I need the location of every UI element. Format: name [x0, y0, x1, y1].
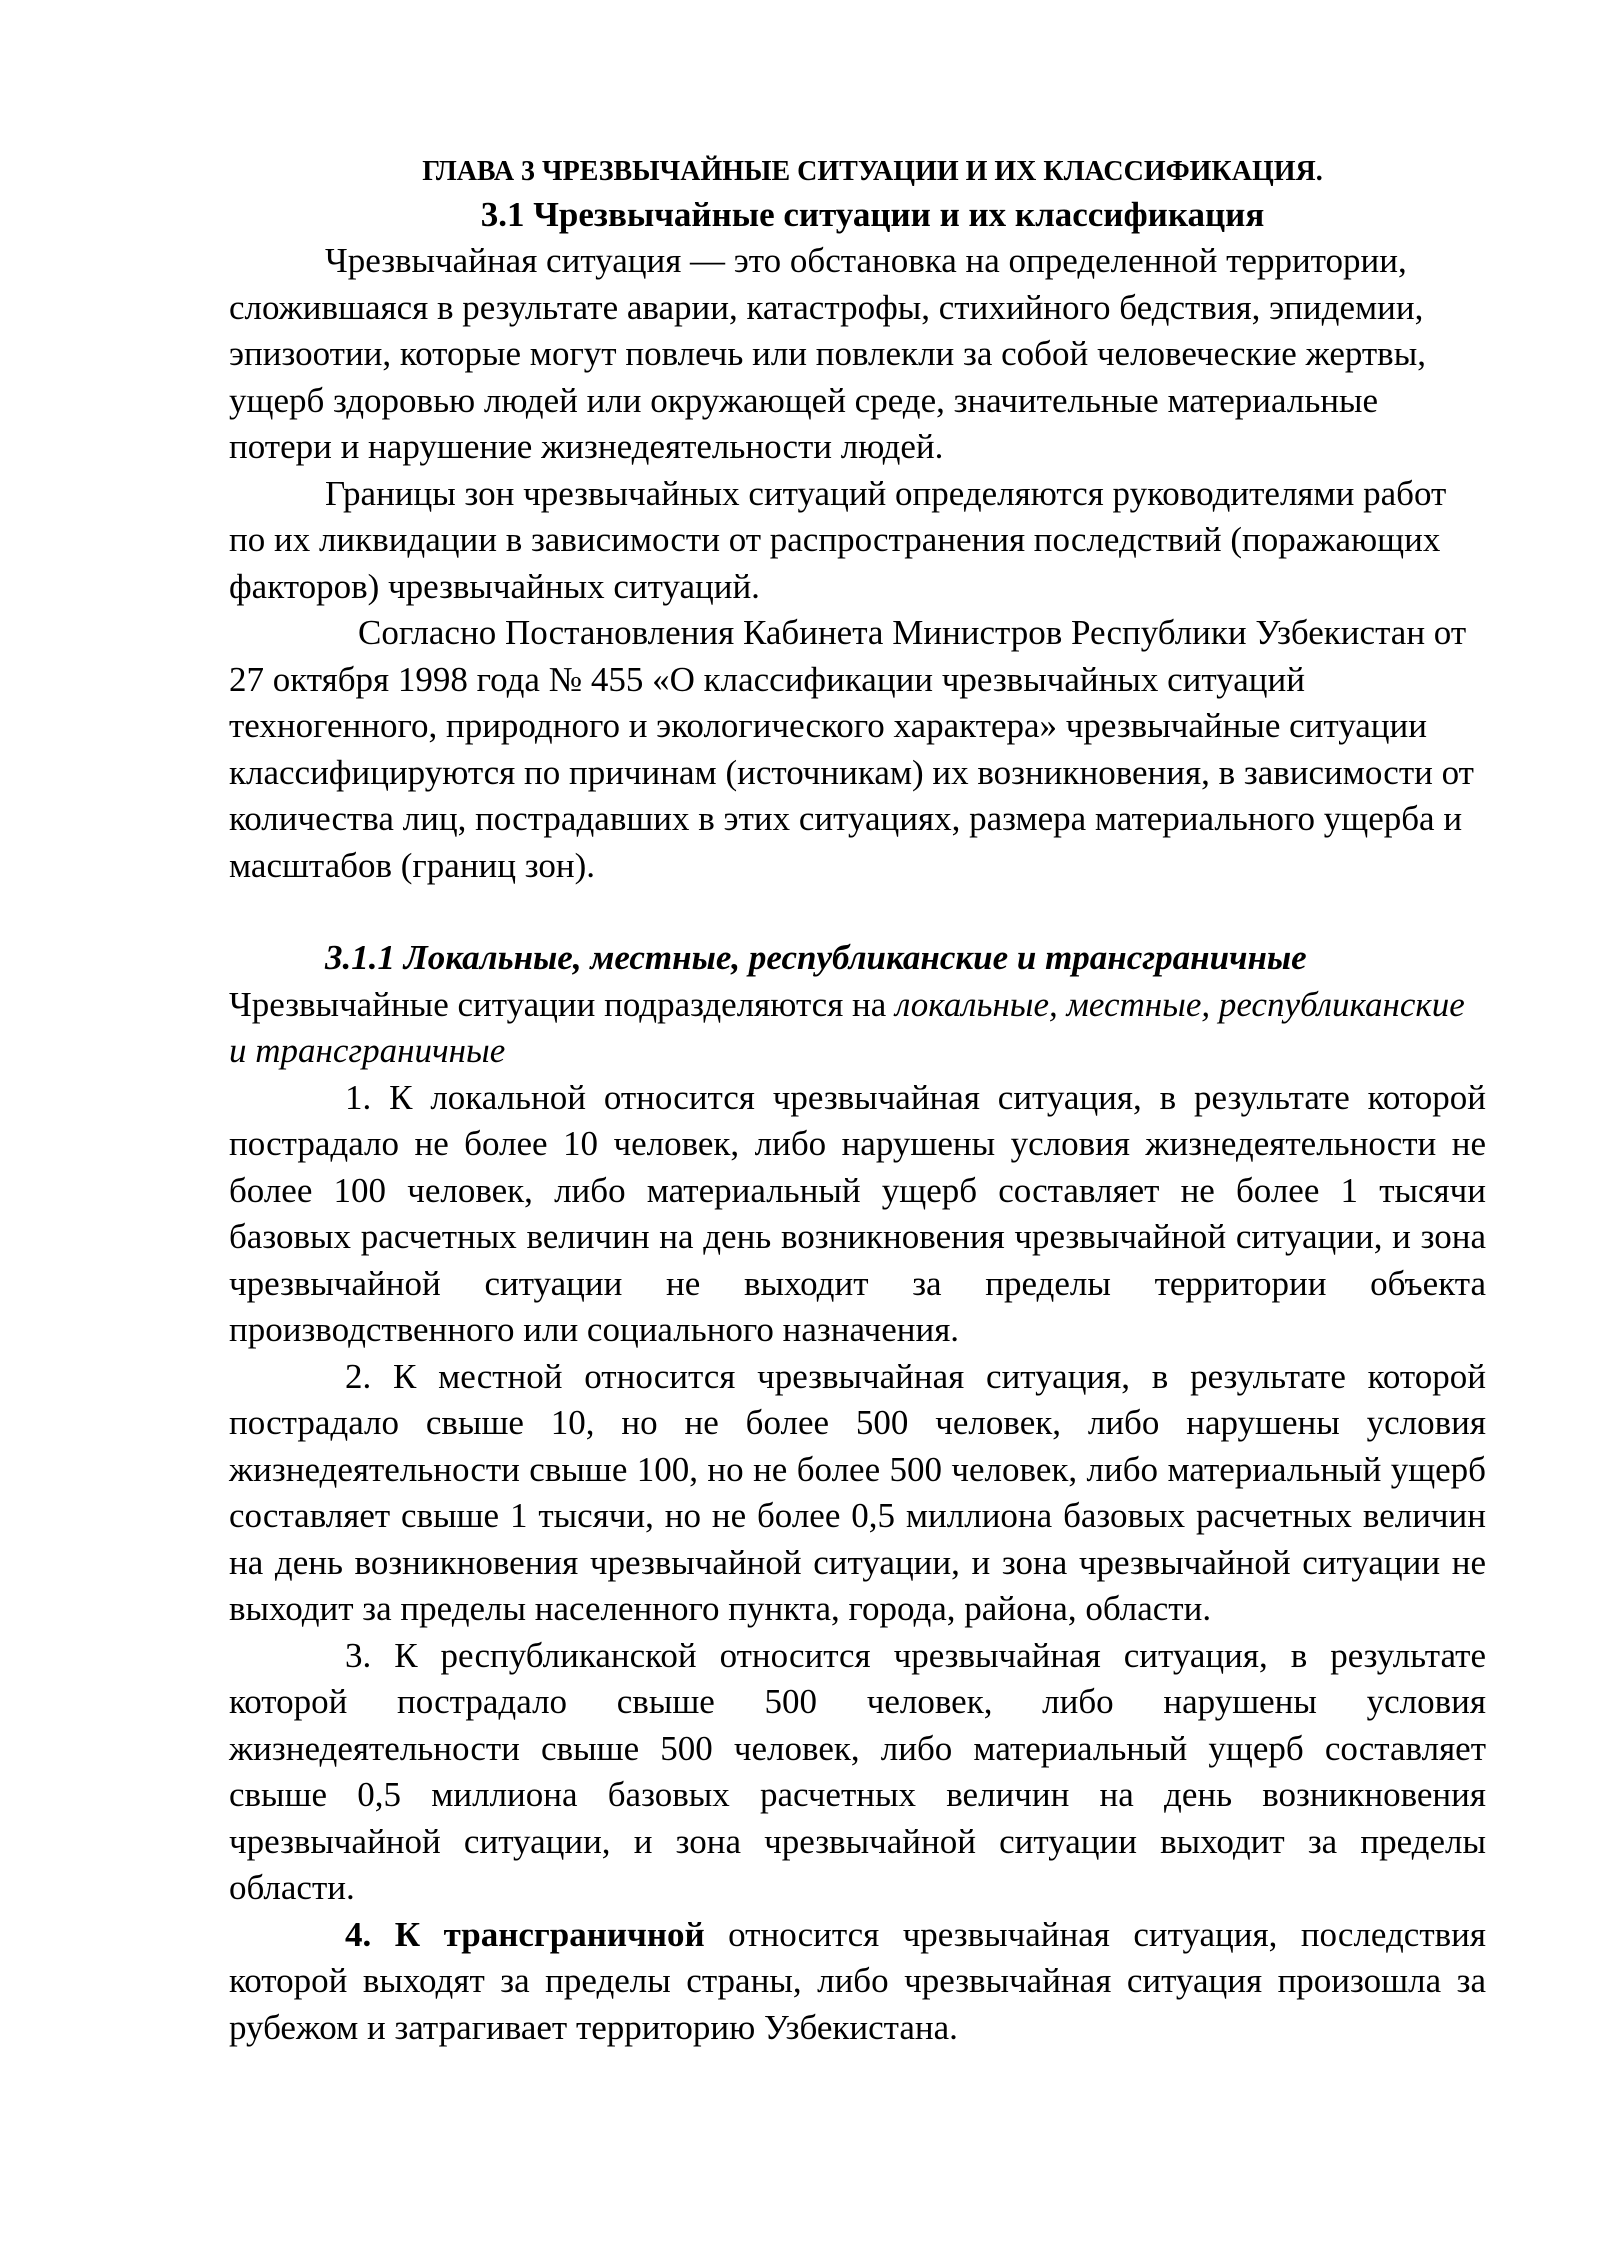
list-item-republican: 3. К республиканской относится чрезвычайная ситуация, в результате которой пострадало свыше 500 человек, либо нарушены условия жизнедеятельности свыше 500 человек, либо материальный ущерб составляет свыше 0,5 миллиона базовых расчетных величин на день возникновения чрезвычайной ситуации, и зона чрезвычайной ситуации выходит за пределы области.: [229, 1635, 1486, 1907]
paragraph-resolution: Согласно Постановления Кабинета Министров Республики Узбекистан от 27 октября 1998 года № 455 «О классификации чрезвычайных ситуаций техногенного, природного и экологического характера» чрезвычайные ситуации классифицируются по причинам (источникам) их возникновения, в зависимости от количества лиц, пострадавших в этих ситуациях, размера материального ущерба и масштабов (границ зон).: [229, 613, 1474, 885]
paragraph-borders: Границы зон чрезвычайных ситуаций определяются руководителями работ по их ликвидации в зависимости от распространения последствий (поражающих факторов) чрезвычайных ситуаций.: [229, 473, 1447, 606]
item4-bold-text: 4. К трансграничной: [345, 1914, 705, 1954]
paragraph-definition: Чрезвычайная ситуация — это обстановка на определенной территории, сложившаяся в результате аварии, катастрофы, стихийного бедствия, эпидемии, эпизоотии, которые могут повлечь или повлекли за собой человеческие жертвы, ущерб здоровью людей или окружающей среде, значительные материальные потери и нарушение жизнедеятельности людей.: [229, 241, 1426, 466]
item4-text: относится чрезвычайная ситуация, последствия которой выходят за пределы страны, либо чрезвычайная ситуация произошла за рубежом и затрагивает территорию Узбекистана.: [229, 1914, 1486, 2047]
list-item-transboundary: [229, 1912, 1486, 2052]
intro-text: Чрезвычайные ситуации подразделяются на: [229, 984, 896, 1024]
list-item-local: 1. К локальной относится чрезвычайная ситуация, в результате которой пострадало не более 10 человек, либо нарушены условия жизнедеятельности не более 100 человек, либо материальный ущерб составляет не более 1 тысячи базовых расчетных величин на день возникновения чрезвычайной ситуации, и зона чрезвычайной ситуации не выходит за пределы территории объекта производственного или социального назначения.: [229, 1077, 1486, 1349]
document-body: [229, 152, 1486, 2051]
subsection-title: 3.1.1 Локальные, местные, республиканские и трансграничные: [325, 938, 1307, 977]
intro-italic-text: локальные, местные, республиканские и трансграничные: [229, 984, 1465, 1070]
spacer: [229, 889, 1486, 935]
list-item-regional: 2. К местной относится чрезвычайная ситуация, в результате которой пострадало свыше 10, но не более 500 человек, либо нарушены условия жизнедеятельности свыше 100, но не более 500 человек, либо материальный ущерб составляет свыше 1 тысячи, но не более 0,5 миллиона базовых расчетных величин на день возникновения чрезвычайной ситуации, и зона чрезвычайной ситуации не выходит за пределы населенного пункта, города, района, области.: [229, 1356, 1486, 1628]
paragraph-intro: [229, 982, 1486, 1075]
section-title: 3.1 Чрезвычайные ситуации и их классификация: [480, 195, 1265, 234]
chapter-title: ГЛАВА 3 ЧРЕЗВЫЧАЙНЫЕ СИТУАЦИИ И ИХ КЛАССИФИКАЦИЯ.: [422, 156, 1323, 187]
